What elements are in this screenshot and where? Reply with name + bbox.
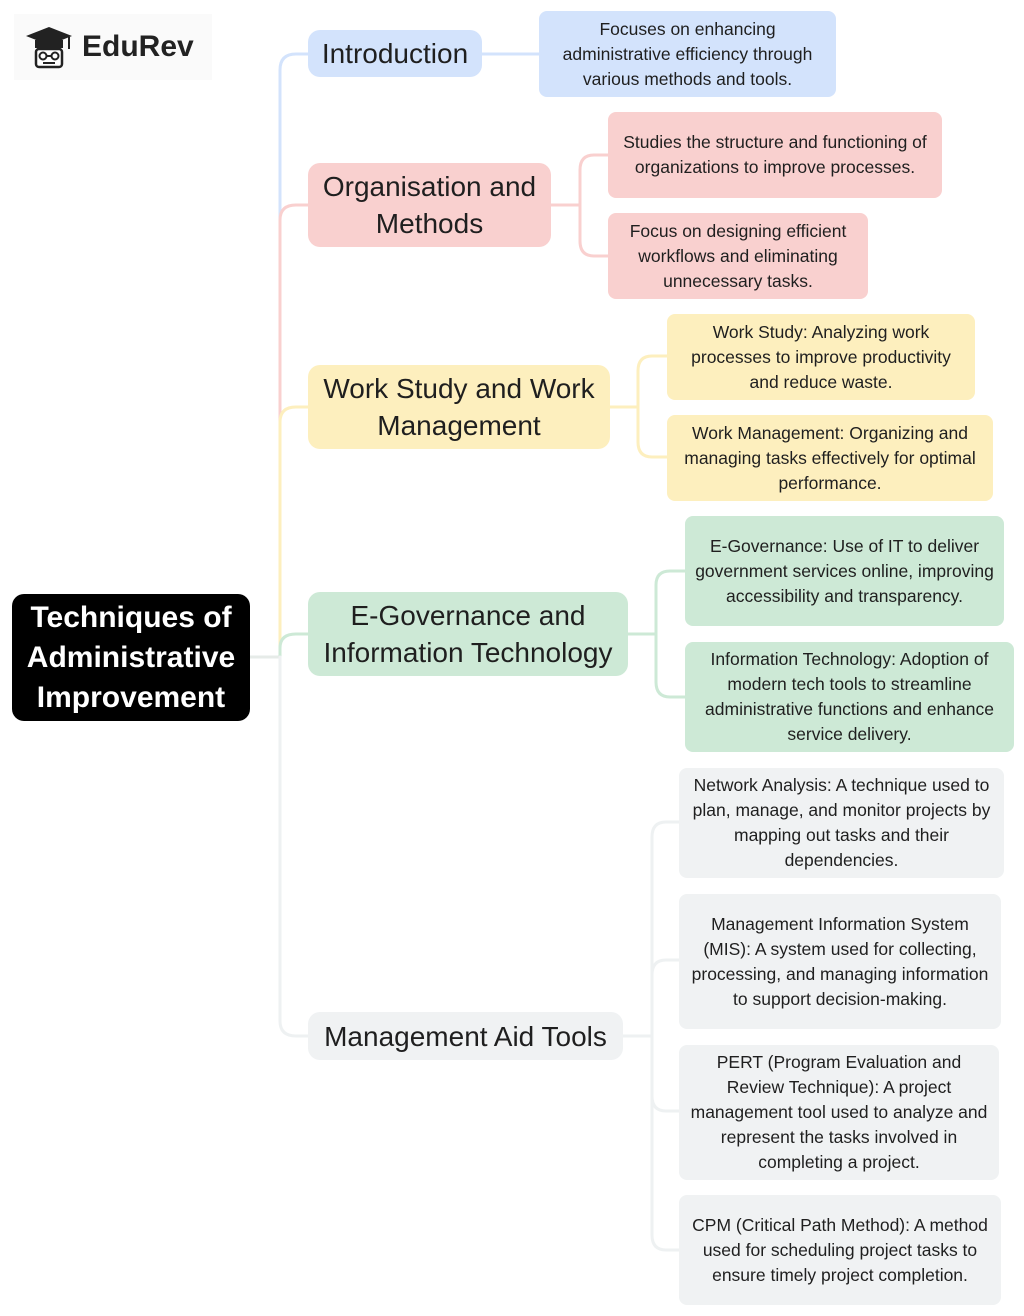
leaf-text: PERT (Program Evaluation and Review Technique): A project management tool used to analyze and represent the tasks involved in completing a project. xyxy=(690,1052,988,1172)
leaf-text: Information Technology: Adoption of modern tech tools to streamline administrative functions and enhance service delivery. xyxy=(705,649,994,744)
branch-label: Work Study and Work Management xyxy=(323,373,595,441)
leaf-text: Network Analysis: A technique used to plan, manage, and monitor projects by mapping out tasks and their dependencies. xyxy=(692,775,991,870)
leaf-text: Work Management: Organizing and managing tasks effectively for optimal performance. xyxy=(684,422,976,493)
branch-introduction[interactable] xyxy=(308,30,482,77)
edurev-logo[interactable] xyxy=(14,14,212,80)
leaf-introduction-1[interactable] xyxy=(539,11,836,97)
leaf-work-study-2[interactable] xyxy=(667,415,993,501)
branch-label: Organisation and Methods xyxy=(322,171,537,239)
leaf-e-governance-2[interactable] xyxy=(685,642,1014,752)
graduation-cap-icon xyxy=(24,23,74,71)
branch-organisation-methods[interactable] xyxy=(308,163,551,247)
branch-management-aid-tools[interactable] xyxy=(308,1012,623,1060)
branch-label: E-Governance and Information Technology xyxy=(323,600,613,668)
leaf-work-study-1[interactable] xyxy=(667,314,975,400)
leaf-text: E-Governance: Use of IT to deliver government services online, improving accessibility and transparency. xyxy=(695,535,994,606)
branch-e-governance[interactable] xyxy=(308,592,628,676)
leaf-text: Focuses on enhancing administrative efficiency through various methods and tools. xyxy=(562,18,813,89)
leaf-organisation-2[interactable] xyxy=(608,213,868,299)
leaf-text: Work Study: Analyzing work processes to improve productivity and reduce waste. xyxy=(691,321,951,392)
leaf-text: Studies the structure and functioning of organizations to improve processes. xyxy=(623,132,927,177)
leaf-e-governance-1[interactable] xyxy=(685,516,1004,626)
leaf-management-tools-1[interactable] xyxy=(679,768,1004,878)
root-node[interactable] xyxy=(12,594,250,721)
brand-name: EduRev xyxy=(82,30,194,63)
leaf-text: Management Information System (MIS): A system used for collecting, processing, and managing information to support decision-making. xyxy=(691,913,989,1009)
branch-label: Introduction xyxy=(321,38,469,69)
leaf-management-tools-3[interactable] xyxy=(679,1045,999,1180)
root-label: Techniques of Administrative Improvement xyxy=(26,600,236,714)
branch-work-study[interactable] xyxy=(308,365,610,449)
leaf-management-tools-4[interactable] xyxy=(679,1195,1001,1305)
branch-label: Management Aid Tools xyxy=(324,1020,607,1052)
leaf-text: CPM (Critical Path Method): A method used for scheduling project tasks to ensure timely project completion. xyxy=(692,1214,988,1285)
leaf-management-tools-2[interactable] xyxy=(679,894,1001,1029)
leaf-text: Focus on designing efficient workflows and eliminating unnecessary tasks. xyxy=(629,220,847,291)
leaf-organisation-1[interactable] xyxy=(608,112,942,198)
